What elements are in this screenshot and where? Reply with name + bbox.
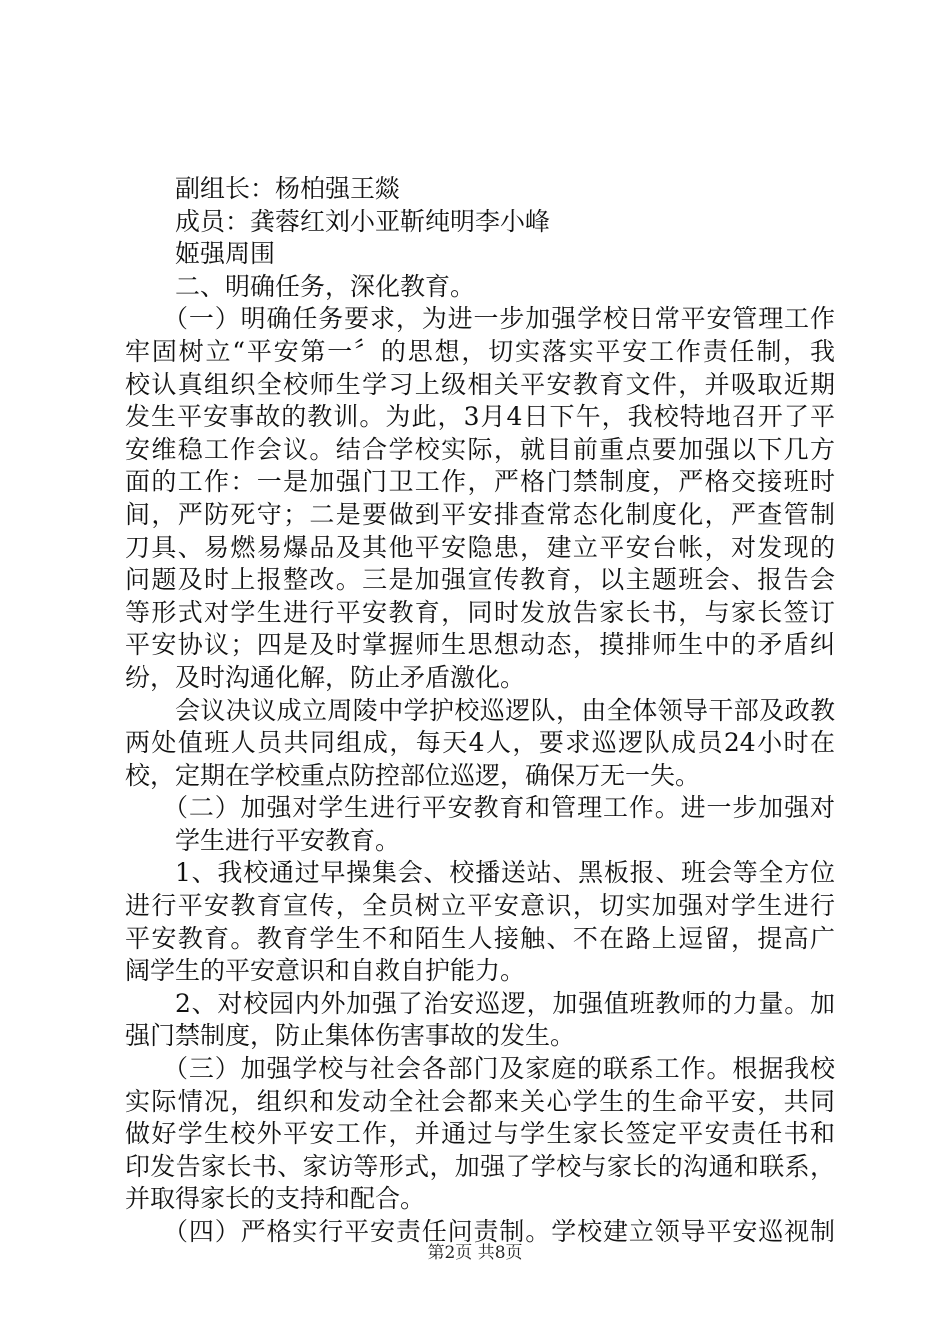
- text-line: （四）严格实行平安责任问责制。学校建立领导平安巡视制: [163, 1217, 835, 1246]
- text-line: 校，定期在学校重点防控部位巡逻，确保万无一失。: [125, 760, 701, 790]
- text-line: 成员：龚蓉红刘小亚靳纯明李小峰: [175, 206, 551, 236]
- text-line: （一）明确任务要求，为进一步加强学校日常平安管理工作: [163, 304, 835, 334]
- text-line: 安维稳工作会议。结合学校实际，就目前重点要加强以下几方: [125, 434, 835, 464]
- text-line: 1、我校通过早操集会、校播送站、黑板报、班会等全方位: [175, 858, 835, 888]
- text-line: 副组长：杨柏强王燚: [175, 174, 401, 203]
- text-line: 刀具、易燃易爆品及其他平安隐患，建立平安台帐，对发现的: [125, 532, 835, 562]
- text-line: 校认真组织全校师生学习上级相关平安教育文件，并吸取近期: [125, 369, 835, 399]
- text-line: 面的工作：一是加强门卫工作，严格门禁制度，严格交接班时: [125, 467, 835, 497]
- text-line: 会议决议成立周陵中学护校巡逻队，由全体领导干部及政教: [175, 695, 835, 725]
- text-line: 做好学生校外平安工作，并通过与学生家长签定平安责任书和: [125, 1119, 835, 1149]
- text-line: 平安协议；四是及时掌握师生思想动态，摸排师生中的矛盾纠: [125, 630, 835, 660]
- text-line: （二）加强对学生进行平安教育和管理工作。进一步加强对: [163, 793, 835, 823]
- text-line: 进行平安教育宣传，全员树立平安意识，切实加强对学生进行: [125, 891, 835, 921]
- text-line: 并取得家长的支持和配合。: [125, 1184, 426, 1214]
- text-line: 强门禁制度，防止集体伤害事故的发生。: [125, 1021, 576, 1051]
- text-line: 姬强周围: [175, 239, 276, 269]
- text-line: 二、明确任务，深化教育。: [175, 271, 476, 301]
- document-body: [125, 173, 835, 1249]
- text-line: 阔学生的平安意识和自救自护能力。: [125, 956, 526, 986]
- text-line: （三）加强学校与社会各部门及家庭的联系工作。根据我校: [163, 1054, 835, 1084]
- text-line: 发生平安事故的教训。为此，3月4日下午，我校特地召开了平: [125, 402, 835, 432]
- text-line: 2、对校园内外加强了治安巡逻，加强值班教师的力量。加: [175, 988, 835, 1018]
- text-line: 等形式对学生进行平安教育，同时发放告家长书，与家长签订: [125, 597, 835, 627]
- text-line: 实际情况，组织和发动全社会都来关心学生的生命平安，共同: [125, 1086, 835, 1116]
- text-line: 纷，及时沟通化解，防止矛盾激化。: [125, 662, 526, 692]
- text-line: 两处值班人员共同组成，每天4人，要求巡逻队成员24小时在: [125, 728, 835, 758]
- text-line: 平安教育。教育学生不和陌生人接触、不在路上逗留，提高广: [125, 923, 835, 953]
- text-line: 印发告家长书、家访等形式，加强了学校与家长的沟通和联系，: [125, 1151, 835, 1181]
- page-footer: 第2页 共8页: [427, 1243, 523, 1263]
- text-line: 牢固树立“平安第一〞的思想，切实落实平安工作责任制，我: [125, 336, 835, 366]
- text-line: 问题及时上报整改。三是加强宣传教育，以主题班会、报告会: [125, 565, 835, 595]
- text-line: 间，严防死守；二是要做到平安排查常态化制度化，严查管制: [125, 499, 835, 529]
- text-line: 学生进行平安教育。: [175, 825, 401, 855]
